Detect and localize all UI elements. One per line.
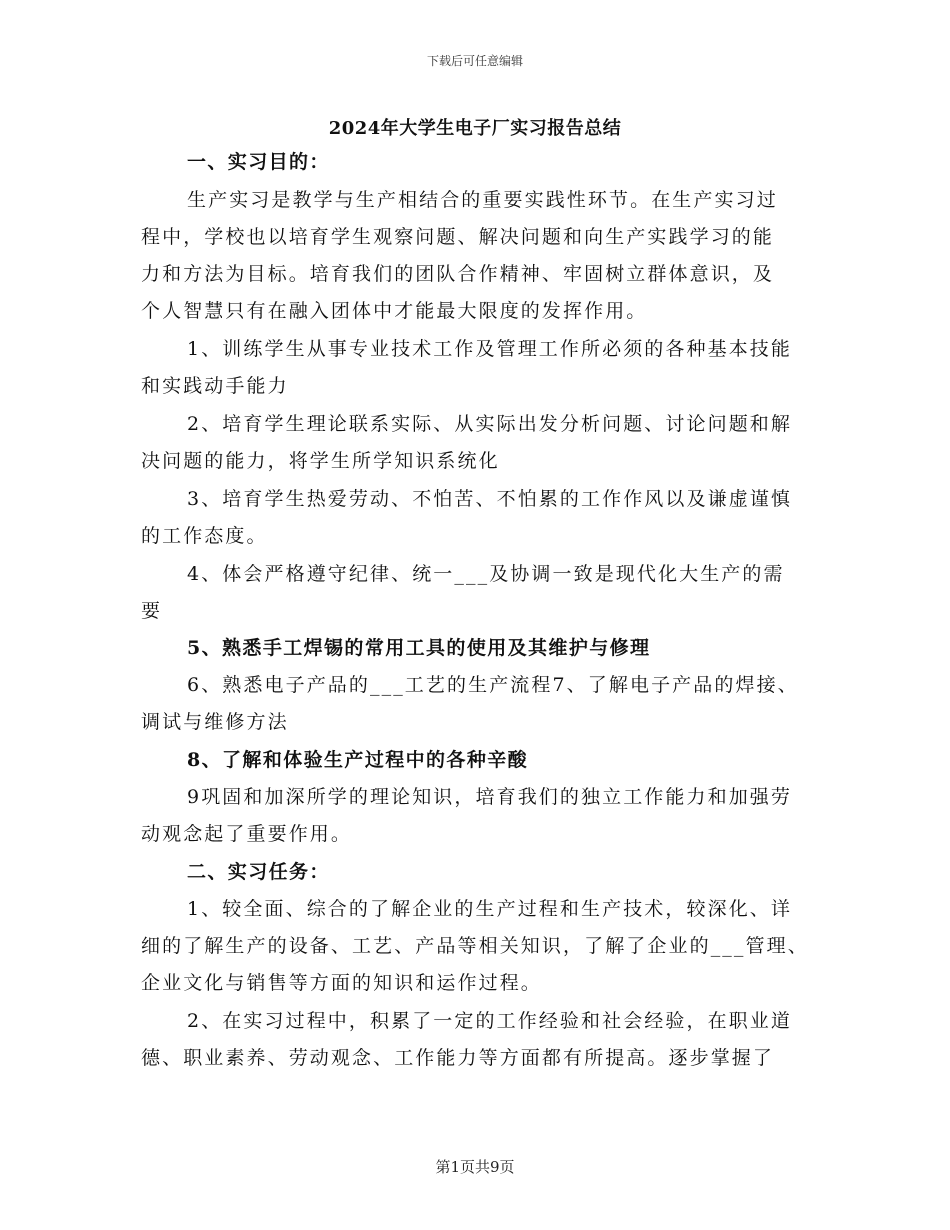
paragraph-line: 程中，学校也以培育学生观察问题、解决问题和向生产实践学习的能 xyxy=(141,226,775,248)
list-item-line: 2、在实习过程中，积累了一定的工作经验和社会经验，在职业道 xyxy=(187,1010,792,1032)
list-item-line: 1、训练学生从事专业技术工作及管理工作所必须的各种基本技能 xyxy=(187,338,792,360)
list-item-line: 的工作态度。 xyxy=(141,525,268,547)
list-item-line: 细的了解生产的设备、工艺、产品等相关知识，了解了企业的___管理、 xyxy=(141,935,809,957)
list-item-line: 4、体会严格遵守纪律、统一___及协调一致是现代化大生产的需 xyxy=(187,563,785,585)
list-item-line: 企业文化与销售等方面的知识和运作过程。 xyxy=(141,972,542,994)
list-item-line: 动观念起了重要作用。 xyxy=(141,823,353,845)
list-item-line: 9巩固和加深所学的理论知识，培育我们的独立工作能力和加强劳 xyxy=(187,786,792,808)
list-item-line: 决问题的能力，将学生所学知识系统化 xyxy=(141,450,500,472)
list-item-line: 德、职业素养、劳动观念、工作能力等方面都有所提高。逐步掌握了 xyxy=(141,1047,775,1069)
paragraph-line: 力和方法为目标。培育我们的团队合作精神、牢固树立群体意识，及 xyxy=(141,263,775,285)
paragraph-line: 个人智慧只有在融入团体中才能最大限度的发挥作用。 xyxy=(141,300,648,322)
page-header-note: 下载后可任意编辑 xyxy=(426,54,523,68)
list-item-line: 6、熟悉电子产品的___工艺的生产流程7、了解电子产品的焊接、 xyxy=(187,674,799,696)
list-item-line: 和实践动手能力 xyxy=(141,375,289,397)
list-item-line: 3、培育学生热爱劳动、不怕苦、不怕累的工作作风以及谦虚谨慎 xyxy=(187,488,792,510)
list-item-line: 调试与维修方法 xyxy=(141,711,289,733)
list-item-line: 2、培育学生理论联系实际、从实际出发分析问题、讨论问题和解 xyxy=(187,413,792,435)
list-item-line-bold: 8、了解和体验生产过程中的各种辛酸 xyxy=(187,749,529,771)
document-title: 2024年大学生电子厂实习报告总结 xyxy=(328,118,622,139)
list-item-line: 要 xyxy=(141,600,163,622)
list-item-line: 1、较全面、综合的了解企业的生产过程和生产技术，较深化、详 xyxy=(187,898,792,920)
list-item-line-bold: 5、熟悉手工焊锡的常用工具的使用及其维护与修理 xyxy=(187,637,651,659)
section-heading-tasks: 二、实习任务： xyxy=(187,861,330,883)
page-number: 第1页共9页 xyxy=(435,1158,515,1176)
paragraph-line: 生产实习是教学与生产相结合的重要实践性环节。在生产实习过 xyxy=(187,189,778,211)
section-heading-purpose: 一、实习目的： xyxy=(187,151,330,173)
